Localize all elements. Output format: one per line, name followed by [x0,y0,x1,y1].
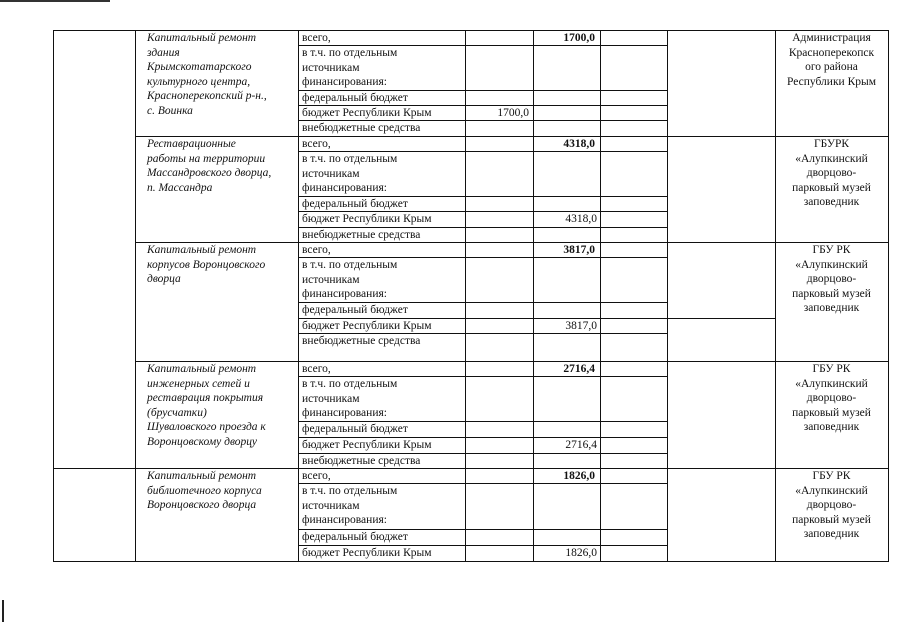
executor-line: ГБУ РК [812,470,851,482]
including-label-line: в т.ч. по отдельным [302,153,398,165]
executor-line: «Алупкинский [795,152,868,165]
executor-line: парковый музей [792,181,871,194]
including-label-line: финансирования: [302,514,387,526]
project-title-line: Крымскотатарского [147,61,252,73]
extra-budget-label: внебюджетные средства [302,229,421,241]
executor-line: Красноперекопск [788,46,875,59]
project-title-line: Красноперекопский р-н., [147,90,267,102]
project-title-line: Капитальный ремонт [147,363,257,375]
table-vertical-rule-right [888,30,889,562]
federal-budget-label: федеральный бюджет [302,198,408,210]
total-label: всего, [302,244,331,256]
project-title-line: с. Воинка [147,104,193,117]
executor-line: заповедник [803,196,860,208]
executor-line: ГБУ РК [812,363,851,375]
republic-budget-label: бюджет Республики Крым [302,213,432,225]
executor-line: парковый музей [792,406,871,419]
including-label-line: финансирования: [302,76,387,88]
extra-budget-label: внебюджетные средства [302,455,421,467]
table-vertical-rule-c6 [667,30,668,562]
executor-line: заповедник [803,302,860,314]
including-label-line: в т.ч. по отдельным [302,485,398,497]
including-label-line: источникам [302,167,360,180]
republic-budget-value: 4318,0 [565,213,597,225]
table-bottom-rule [53,561,889,562]
republic-budget-value: 1826,0 [565,547,597,559]
project-title-line: культурного центра, [147,75,251,88]
republic-budget-value: 1700,0 [497,107,529,119]
project-title-line: Массандровского дворца, [147,167,272,179]
executor-line: ГБУРК [813,138,850,150]
republic-budget-label: бюджет Республики Крым [302,439,432,451]
federal-budget-label: федеральный бюджет [302,423,408,435]
republic-budget-label: бюджет Республики Крым [302,320,432,332]
federal-budget-label: федеральный бюджет [302,92,408,104]
republic-budget-value: 3817,0 [565,320,597,332]
republic-budget-value: 2716,4 [565,439,597,451]
extra-budget-label: внебюджетные средства [302,335,421,347]
table-vertical-rule-c1 [135,30,136,562]
project-title-line: реставрация покрытия [147,392,264,404]
executor-line: дворцово- [806,273,857,285]
federal-budget-label: федеральный бюджет [302,304,408,316]
margin-mark [2,600,4,622]
executor-line: ГБУ РК [812,244,851,256]
table-vertical-rule-left [53,30,54,562]
project-title-line: Капитальный ремонт [147,32,257,44]
total-label: всего, [302,363,331,375]
executor-line: заповедник [803,421,860,433]
total-label: всего, [302,138,331,150]
including-label-line: финансирования: [302,182,387,194]
including-label-line: в т.ч. по отдельным [302,378,398,390]
project-title-line: Реставрационные [147,138,236,150]
including-label-line: финансирования: [302,407,387,419]
republic-budget-label: бюджет Республики Крым [302,107,432,119]
federal-budget-label: федеральный бюджет [302,531,408,543]
executor-line: «Алупкинский [795,258,868,271]
project-title-line: дворца [147,273,181,285]
executor-line: «Алупкинский [795,484,868,497]
top-edge-mark [0,0,110,2]
executor-line: парковый музей [792,513,871,526]
project-title-line: (брусчатки) [147,406,207,419]
project-title-line: инженерных сетей и [147,377,250,390]
extra-budget-label: внебюджетные средства [302,122,421,134]
total-value: 2716,4 [563,363,595,375]
project-title-line: Шуваловского проезда к [147,421,266,433]
executor-line: парковый музей [792,287,871,300]
project-title-line: корпусов Воронцовского [147,258,266,271]
including-label-line: источникам [302,273,360,286]
project-title-line: Воронцовского дворца [147,499,257,511]
including-label-line: в т.ч. по отдельным [302,47,398,59]
total-value: 1700,0 [563,32,595,44]
project-title-line: Воронцовскому дворцу [147,435,257,448]
including-label-line: в т.ч. по отдельным [302,259,398,271]
total-value: 1826,0 [563,470,595,482]
executor-line: дворцово- [806,392,857,404]
total-label: всего, [302,470,331,482]
republic-budget-label: бюджет Республики Крым [302,547,432,559]
executor-line: «Алупкинский [795,377,868,390]
executor-line: Администрация [792,32,871,44]
executor-line: дворцово- [806,499,857,511]
total-value: 3817,0 [563,244,595,256]
including-label-line: финансирования: [302,288,387,300]
executor-line: дворцово- [806,167,857,179]
executor-line: заповедник [803,528,860,540]
including-label-line: источникам [302,392,360,405]
including-label-line: источникам [302,499,360,512]
project-title-line: библиотечного корпуса [147,484,262,497]
project-title-line: п. Массандра [147,181,213,194]
project-title-line: здания [147,46,180,59]
total-label: всего, [302,32,331,44]
project-title-line: Капитальный ремонт [147,470,257,482]
including-label-line: источникам [302,61,360,74]
executor-line: Республики Крым [787,75,876,88]
project-title-line: Капитальный ремонт [147,244,257,256]
project-title-line: работы на территории [147,152,266,165]
executor-line: ого района [805,61,858,73]
total-value: 4318,0 [563,138,595,150]
